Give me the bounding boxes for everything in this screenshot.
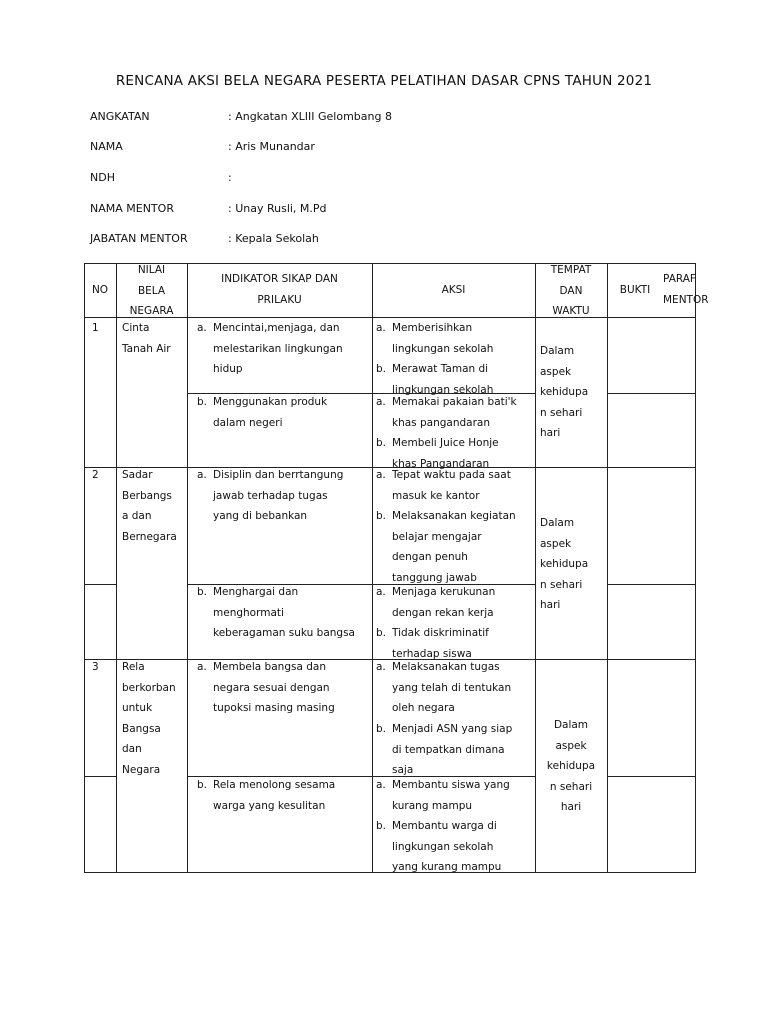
row3-split-line-right: [607, 776, 696, 777]
list-text: Membeli Juice Honje khas Pangandaran: [392, 437, 499, 470]
list-marker: b.: [197, 779, 208, 791]
header-bukti: BUKTI: [619, 284, 651, 296]
info-value-ndh: :: [228, 171, 232, 184]
list-text: Tepat waktu pada saat masuk ke kantor: [392, 469, 511, 502]
list-marker: b.: [376, 627, 387, 639]
row1-no: 1: [92, 322, 99, 334]
list-text: Merawat Taman di lingkungan sekolah: [392, 363, 494, 396]
list-marker: a.: [376, 396, 386, 408]
list-marker: a.: [376, 661, 386, 673]
info-label-nama-mentor: NAMA MENTOR: [90, 202, 174, 215]
row3-tempat-waktu: Dalam aspek kehidupa n sehari hari: [546, 719, 596, 813]
list-marker: a.: [197, 661, 207, 673]
row2-split-line-right: [607, 584, 696, 585]
table-border-bottom: [84, 872, 696, 873]
document-title: RENCANA AKSI BELA NEGARA PESERTA PELATIHAN DASAR CPNS TAHUN 2021: [115, 73, 653, 89]
list-text: Menggunakan produk dalam negeri: [213, 396, 328, 429]
info-value-angkatan: : Angkatan XLIII Gelombang 8: [228, 110, 392, 123]
list-marker: b.: [376, 820, 387, 832]
list-text: Melaksanakan tugas yang telah di tentukan oleh negara: [392, 661, 512, 714]
list-text: Rela menolong sesama warga yang kesulitan: [213, 779, 336, 812]
list-marker: b.: [197, 586, 208, 598]
header-nilai-bela-negara: NILAI BELA NEGARA: [129, 264, 174, 317]
table-border-left: [84, 263, 85, 873]
row2-tempat-waktu: Dalam aspek kehidupa n sehari hari: [540, 517, 589, 611]
row3-split-line-no: [84, 776, 116, 777]
list-marker: a.: [376, 322, 386, 334]
list-marker: b.: [376, 510, 387, 522]
header-aksi: AKSI: [441, 284, 466, 296]
row2-nilai: Sadar Berbangs a dan Bernegara: [122, 469, 177, 543]
list-text: Membantu siswa yang kurang mampu: [392, 779, 510, 812]
table-border-right: [695, 263, 696, 873]
row3-nilai: Rela berkorban untuk Bangsa dan Negara: [122, 661, 176, 776]
info-label-angkatan: ANGKATAN: [90, 110, 150, 123]
row1-split-line-right: [607, 393, 696, 394]
info-value-nama: : Aris Munandar: [228, 140, 315, 153]
info-label-jabatan-mentor: JABATAN MENTOR: [90, 232, 188, 245]
list-marker: a.: [376, 469, 386, 481]
list-text: Disiplin dan berrtangung jawab terhadap tugas yang di bebankan: [213, 469, 344, 522]
col-divider-nilai: [187, 263, 188, 873]
col-divider-indikator: [372, 263, 373, 873]
row1-nilai: Cinta Tanah Air: [122, 322, 171, 355]
header-tempat-dan-waktu: TEMPAT DAN WAKTU: [550, 264, 592, 317]
row2-no: 2: [92, 469, 99, 481]
list-marker: b.: [376, 723, 387, 735]
list-text: Melaksanakan kegiatan belajar mengajar dengan penuh tanggung jawab: [392, 510, 516, 584]
info-value-nama-mentor: : Unay Rusli, M.Pd: [228, 202, 327, 215]
info-value-jabatan-mentor: : Kepala Sekolah: [228, 232, 319, 245]
list-marker: a.: [376, 586, 386, 598]
col-divider-tempat: [607, 263, 608, 873]
header-indikator: INDIKATOR SIKAP DAN PRILAKU: [221, 273, 338, 306]
list-marker: b.: [376, 437, 387, 449]
row3-no: 3: [92, 661, 99, 673]
header-paraf-mentor: PARAF MENTOR: [663, 273, 709, 306]
list-text: Menjaga kerukunan dengan rekan kerja: [392, 586, 496, 619]
list-text: Memakai pakaian bati'k khas pangandaran: [392, 396, 517, 429]
list-text: Membantu warga di lingkungan sekolah yang kurang mampu: [392, 820, 502, 873]
row2-split-line-no: [84, 584, 116, 585]
row1-tempat-waktu: Dalam aspek kehidupa n sehari hari: [540, 345, 589, 439]
list-text: Mencintai,menjaga, dan melestarikan lingkungan hidup: [213, 322, 343, 375]
action-plan-table: [84, 263, 709, 873]
list-text: Membela bangsa dan negara sesuai dengan tupoksi masing masing: [213, 661, 335, 714]
list-marker: a.: [197, 322, 207, 334]
list-text: Tidak diskriminatif terhadap siswa: [392, 627, 489, 660]
col-divider-no: [116, 263, 117, 873]
header-no: NO: [91, 284, 109, 296]
list-text: Menjadi ASN yang siap di tempatkan dimana saja: [392, 723, 513, 776]
list-marker: b.: [376, 363, 387, 375]
list-text: Menghargai dan menghormati keberagaman suku bangsa: [213, 586, 355, 639]
list-marker: b.: [197, 396, 208, 408]
list-text: Memberisihkan lingkungan sekolah: [392, 322, 494, 355]
info-label-nama: NAMA: [90, 140, 123, 153]
list-marker: a.: [197, 469, 207, 481]
list-marker: a.: [376, 779, 386, 791]
info-label-ndh: NDH: [90, 171, 115, 184]
